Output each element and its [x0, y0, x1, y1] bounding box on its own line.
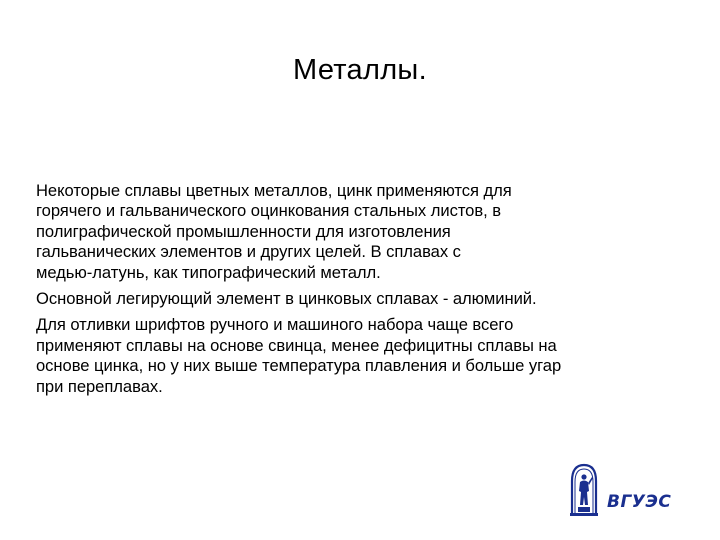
slide-title: Металлы. — [293, 54, 427, 86]
paragraph-line: Для отливки шрифтов ручного и машиного набора чаще всего — [36, 315, 514, 335]
paragraph-line: при переплавах. — [36, 376, 163, 396]
paragraph-3 — [36, 315, 696, 397]
logo-text: ВГУЭС — [607, 492, 672, 512]
paragraph-line: медью-латунь, как типографический металл. — [36, 262, 381, 282]
paragraph-line: горячего и гальванического оцинкования стальных листов, в — [36, 201, 502, 221]
university-logo — [562, 461, 682, 521]
paragraph-2 — [36, 289, 696, 309]
university-emblem-icon — [568, 461, 600, 517]
slide-body — [36, 181, 696, 403]
paragraph-1 — [36, 181, 696, 283]
paragraph-line: Основной легирующий элемент в цинковых сплавах - алюминий. — [36, 289, 537, 309]
paragraph-line: применяют сплавы на основе свинца, менее дефицитны сплавы на — [36, 335, 557, 355]
paragraph-line: полиграфической промышленности для изготовления — [36, 221, 451, 241]
paragraph-line: Некоторые сплавы цветных металлов, цинк применяются для — [36, 181, 512, 200]
paragraph-line: основе цинка, но у них выше температура плавления и больше угар — [36, 356, 562, 376]
paragraph-line: гальванических элементов и других целей. В сплавах с — [36, 242, 461, 262]
